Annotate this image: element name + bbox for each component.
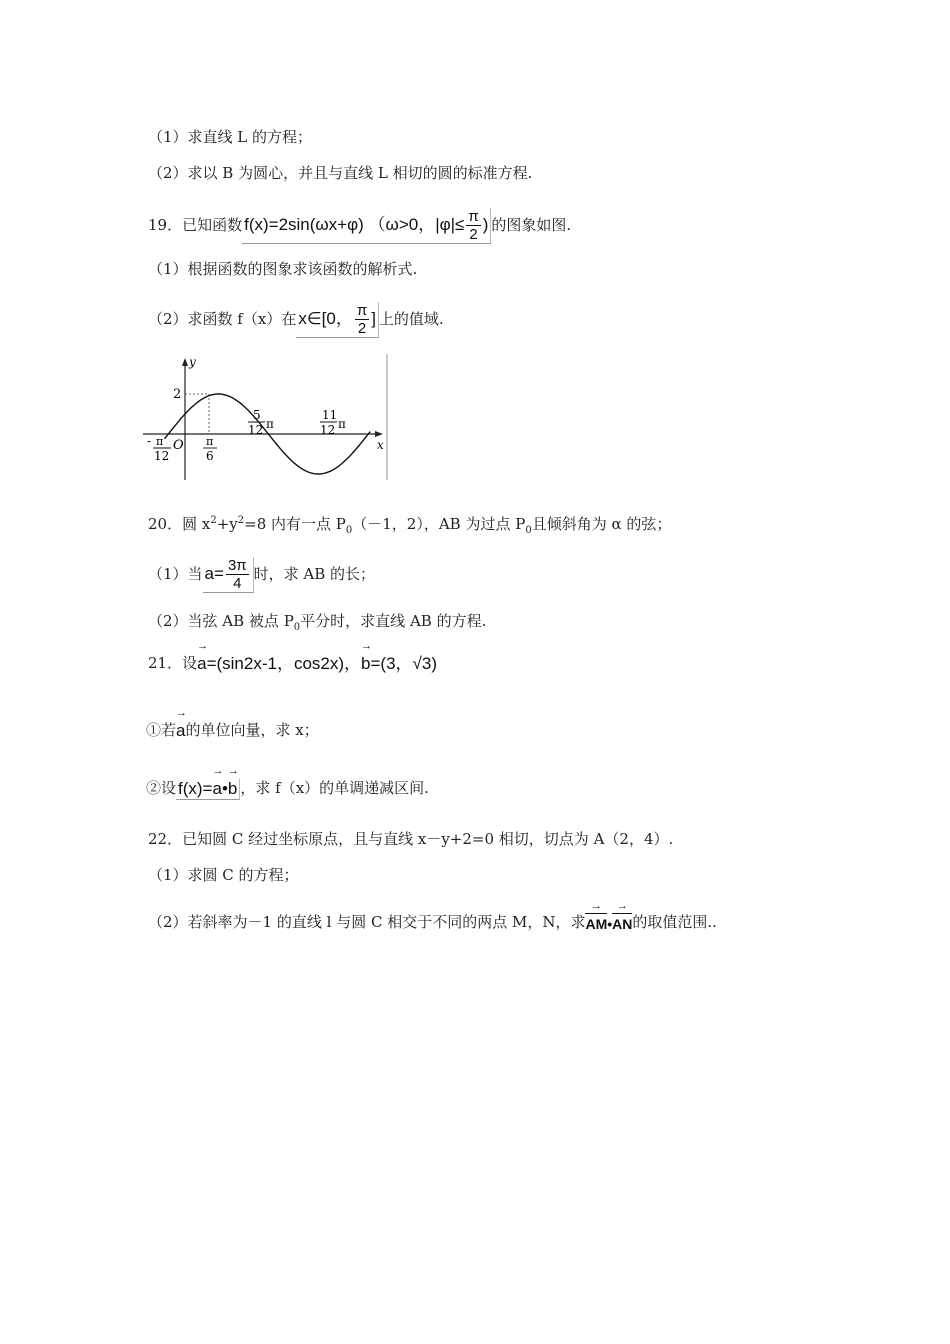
- q22-part2: [148, 912, 717, 934]
- q19-interval: [296, 302, 379, 338]
- q21-b-def: =(3，√3): [370, 654, 437, 673]
- q19-statement: [148, 208, 571, 244]
- q19-part2-lead: （2）求函数 f（x）在: [148, 310, 297, 328]
- q21-fx: f(x)=: [178, 778, 213, 798]
- y-axis-arrow: [182, 358, 188, 366]
- q22-dot-product: [585, 913, 632, 934]
- q21-item1: [146, 720, 319, 741]
- tick-5-den: 12: [248, 423, 264, 437]
- q22-part1: （1）求圆 C 的方程；: [148, 866, 299, 884]
- q18-part1: （1）求直线 L 的方程；: [148, 128, 313, 146]
- q19-lead: 19．已知函数: [148, 216, 243, 234]
- q20-sub2: 0: [525, 525, 532, 536]
- tick-neg-den: 12: [154, 449, 170, 463]
- q19-condition: （ω>0，|φ|≤: [368, 214, 465, 234]
- q21-item2-tail: ，求 f（x）的单调递减区间.: [240, 779, 429, 797]
- neg-sign: -: [147, 434, 152, 448]
- q19-part2: [148, 302, 444, 338]
- tick-5-pi: π: [266, 417, 274, 431]
- q22-vec-am: → AM: [585, 913, 607, 934]
- q21-fx-def: [176, 779, 240, 800]
- tick-11-den: 12: [320, 423, 336, 437]
- q22-part2-tail: 的取值范围..: [632, 913, 717, 931]
- q20-alpha-den: 4: [233, 575, 242, 592]
- q21-lead: 21．设: [148, 654, 198, 672]
- q20-statement: [148, 511, 671, 541]
- q20-part2-lead: （2）当弦 AB 被点 P: [148, 612, 294, 630]
- q22-part2-lead: （2）若斜率为－1 的直线 l 与圆 C 相交于不同的两点 M，N，求: [148, 913, 586, 931]
- q20-sup1: 2: [210, 515, 217, 526]
- q21-item1-tail: 的单位向量，求 x；: [185, 721, 319, 739]
- q20-alpha-num: 3π: [227, 557, 247, 574]
- q20-sup2: 2: [237, 515, 245, 526]
- q19-interval-end: ]: [371, 308, 376, 328]
- q19-formula-text: f(x)=2sin(ωx+φ): [244, 214, 364, 234]
- q21-fx-dot: •: [221, 778, 228, 798]
- q19-tail: 的图象如图.: [491, 216, 572, 234]
- q22-dot: •: [607, 915, 613, 932]
- q19-interval-text: x∈[0，: [298, 308, 353, 328]
- tick-neg-num: π: [156, 435, 164, 448]
- q21-item1-vec: → a: [176, 721, 185, 741]
- q19-function-formula: [242, 208, 491, 244]
- tick-pi6-num: π: [206, 435, 214, 448]
- tick-11-num: 11: [322, 408, 338, 422]
- q20-part1-tail: 时，求 AB 的长；: [253, 565, 376, 583]
- q19-frac-num: π: [468, 208, 479, 225]
- tick-pi6-den: 6: [206, 449, 214, 463]
- q20-mid3: （－1，2），AB 为过点 P: [352, 515, 526, 533]
- q21-fx-vec-b: → b: [228, 779, 237, 799]
- q20-mid1: +y: [216, 515, 238, 533]
- q21-a-def: =(sin2x-1，cos2x)，: [206, 654, 362, 673]
- q20-alpha-eq: a=: [204, 563, 224, 583]
- q19-part1: （1）根据函数的图象求该函数的解析式.: [148, 260, 418, 278]
- q20-alpha-frac: [226, 557, 249, 592]
- q18-part2: （2）求以 B 为圆心，并且与直线 L 相切的圆的标准方程.: [148, 164, 533, 182]
- tick-5-num: 5: [253, 408, 261, 422]
- q21-item1-lead: ①若: [146, 721, 177, 739]
- q19-frac: [466, 208, 480, 243]
- q20-tail: 且倾斜角为 α 的弦；: [531, 515, 672, 533]
- y-axis-label: y: [189, 355, 196, 369]
- q19-frac-den: 2: [469, 226, 478, 243]
- tick-11-pi: π: [338, 417, 346, 431]
- q20-sub1: 0: [345, 525, 353, 536]
- q20-alpha-value: [203, 557, 254, 593]
- q20-part1: [148, 557, 375, 593]
- x-axis-label: x: [377, 438, 384, 452]
- q19-interval-num: π: [356, 302, 368, 319]
- q21-item2-lead: ②设: [146, 779, 177, 797]
- q20-part2: [148, 611, 486, 638]
- x-axis-arrow: [375, 431, 383, 437]
- origin-label: O: [173, 438, 184, 453]
- q21-fx-vec-a: → a: [213, 779, 222, 799]
- q19-interval-den: 2: [357, 320, 367, 337]
- q20-mid2: =8 内有一点 P: [244, 515, 346, 533]
- q19-part2-tail: 上的值域.: [378, 310, 444, 328]
- q22-vec-an: → AN: [612, 913, 632, 934]
- q20-part1-lead: （1）当: [148, 565, 203, 583]
- q21-item2: [146, 778, 429, 800]
- q21-vector-defs: [197, 654, 437, 674]
- q19-interval-frac: [355, 302, 369, 337]
- q20-lead: 20．圆 x: [148, 515, 211, 533]
- q21-vec-a: → a: [197, 654, 206, 674]
- q22-statement: 22．已知圆 C 经过坐标原点，且与直线 x－y+2=0 相切，切点为 A（2，4）.: [148, 830, 674, 848]
- q20-part2-sub: 0: [293, 622, 301, 633]
- sine-graph-figure: [143, 352, 393, 482]
- y-tick-2: 2: [173, 387, 182, 402]
- q21-vec-b: → b: [361, 654, 370, 674]
- q19-cond-end: ): [482, 214, 489, 234]
- q20-part2-tail: 平分时，求直线 AB 的方程.: [300, 612, 487, 630]
- q21-statement: [148, 653, 437, 674]
